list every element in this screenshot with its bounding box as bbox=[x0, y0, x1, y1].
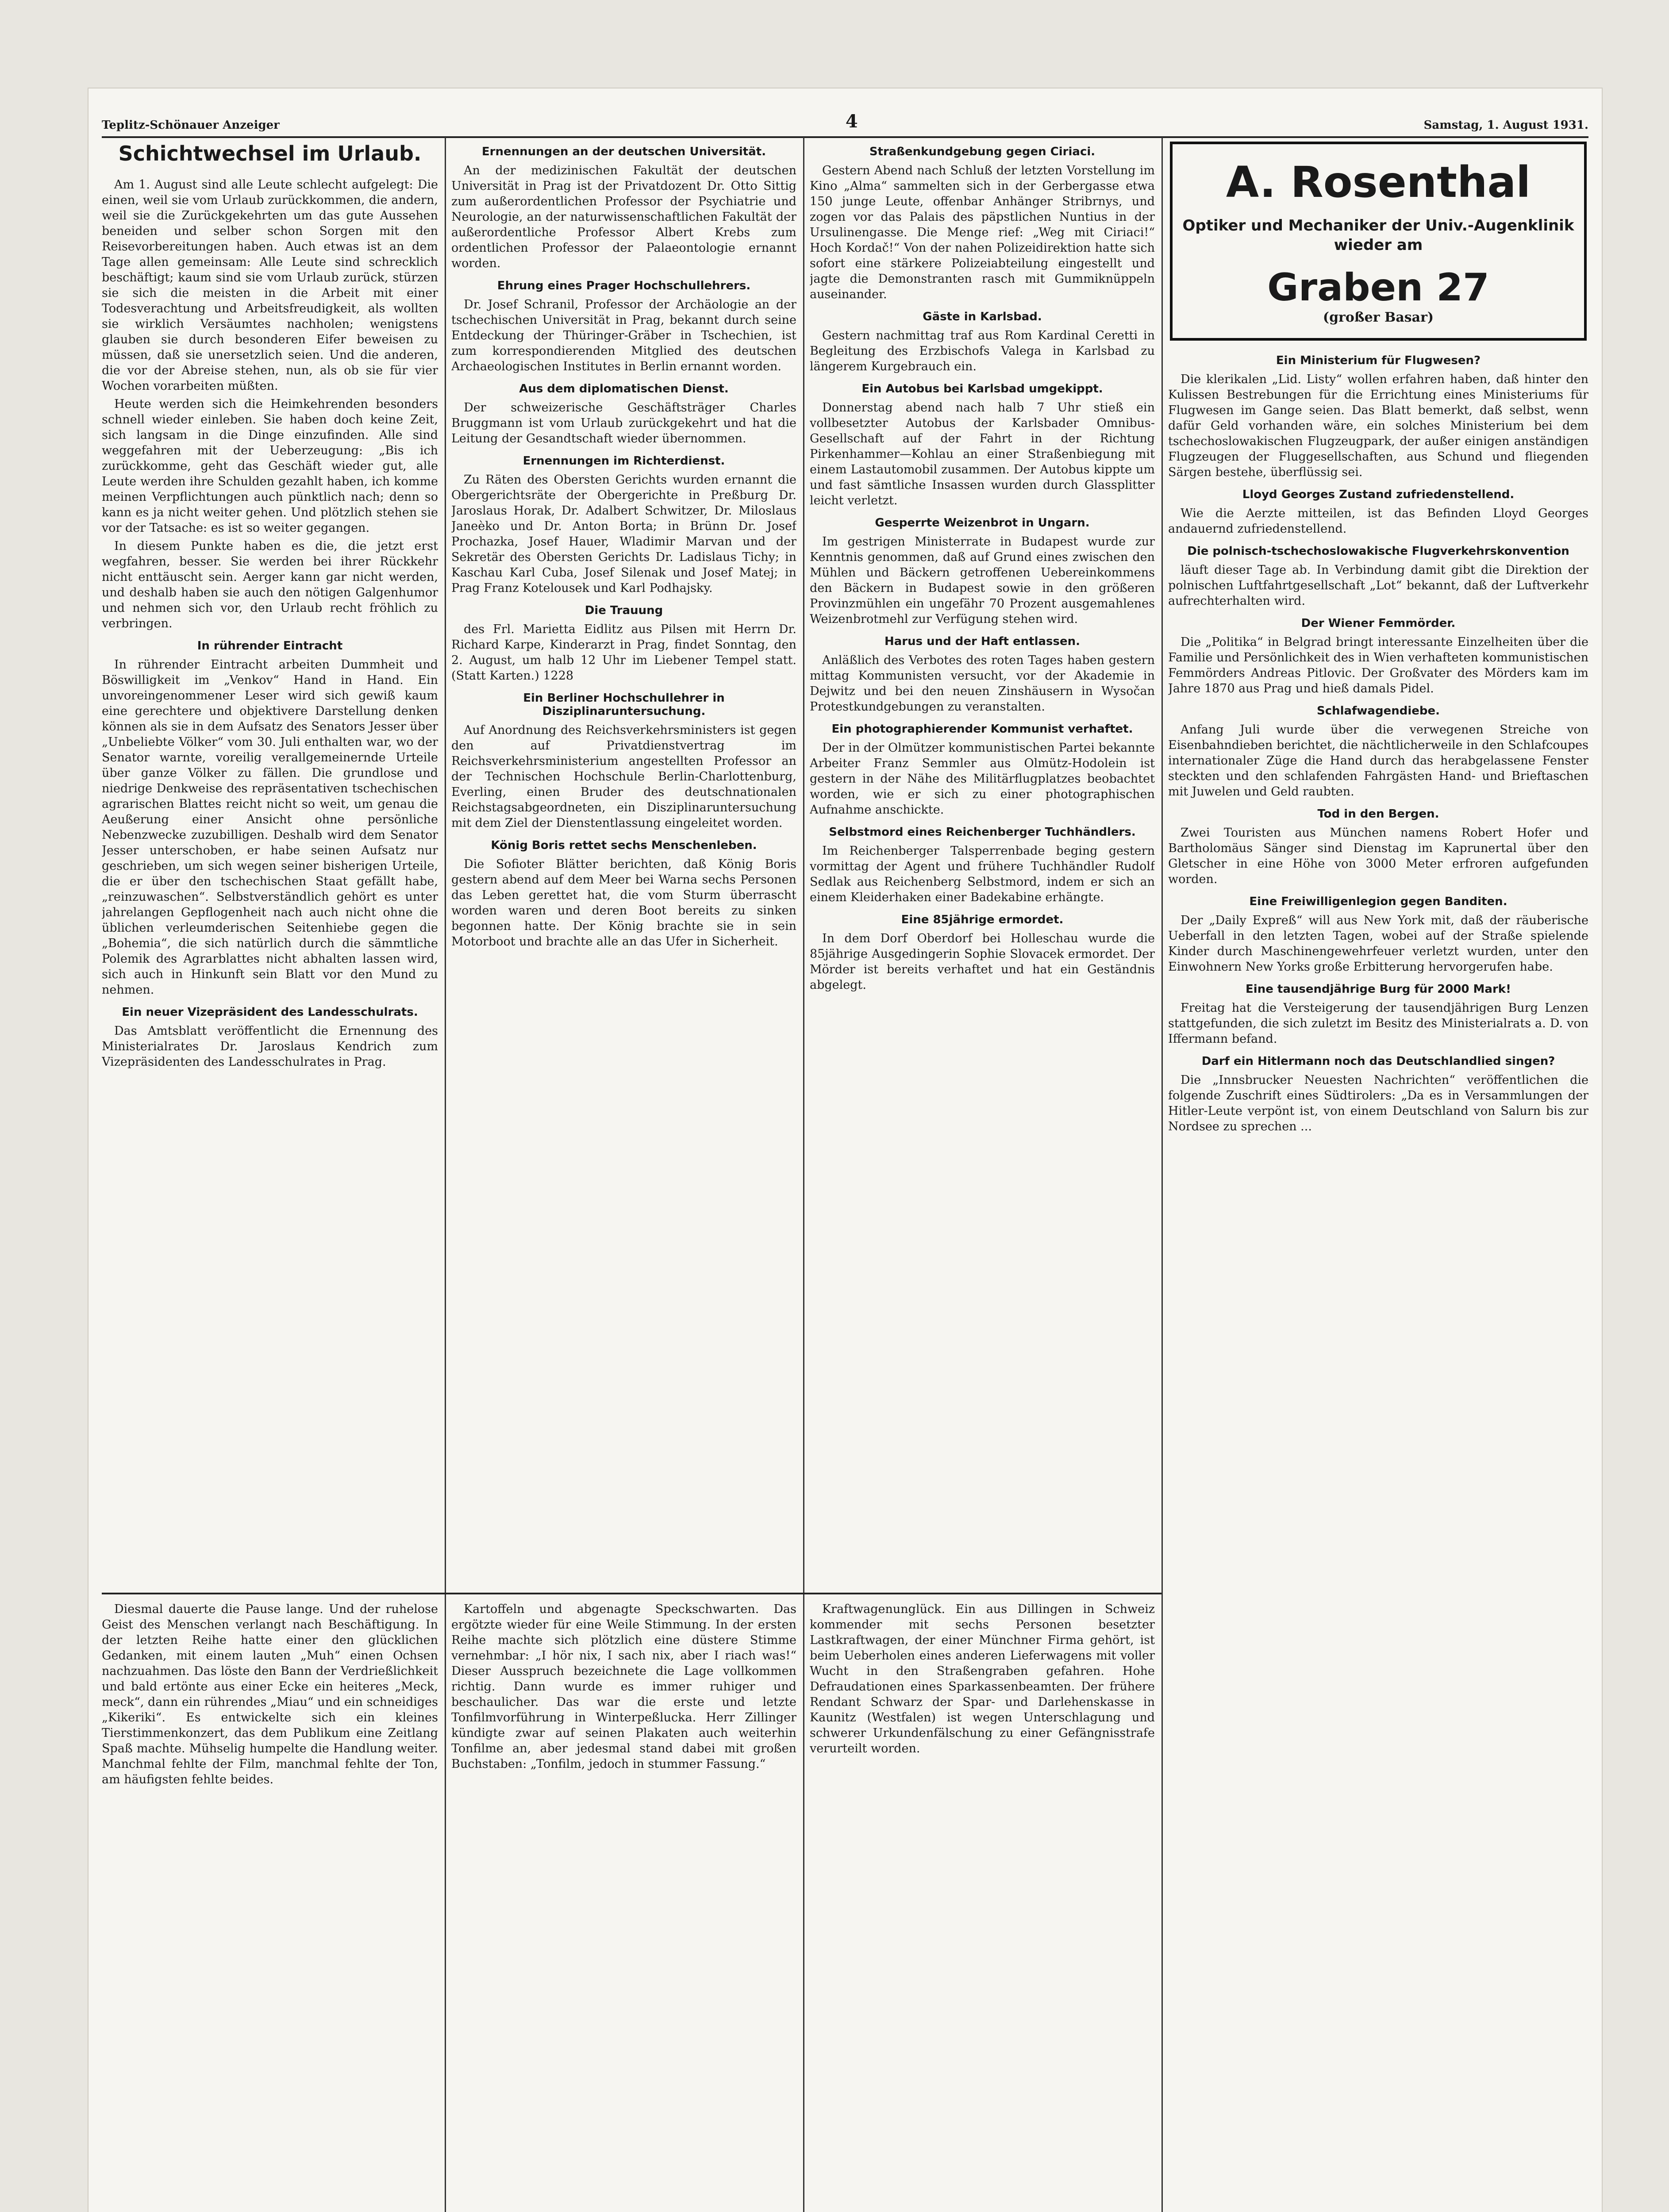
article-title: Schichtwechsel im Urlaub. bbox=[118, 142, 422, 165]
article-paragraph: In diesem Punkte haben es die, die jetzt erst wegfahren, besser. Sie werden bei ihrer Rückkehr nicht enttäuscht sein. Aerger kann gar nicht werden, und deshalb haben sie auch den nötigen Galgenhumor und nehmen sich vor, den Urlaub recht fröhlich zu verbringen. bbox=[102, 539, 438, 630]
news-item-head: Gesperrte Weizenbrot in Ungarn. bbox=[875, 516, 1090, 530]
feuilleton-col-3 bbox=[810, 1601, 1155, 2212]
news-item-head: Aus dem diplomatischen Dienst. bbox=[519, 382, 729, 396]
news-item-text: Donnerstag abend nach halb 7 Uhr stieß ein vollbesetzter Autobus der Karlsbader Omnibus-Gesellschaft auf der Fahrt in der Richtung Pirkenhammer—Kohlau an einer Straßenbiegung mit einem Lastautomobil zusammen. Der Autobus kippte um und fast sämtliche Insassen wurden durch Glassplitter leicht verletzt. bbox=[810, 401, 1155, 507]
ad-subtitle: Optiker und Mechaniker der Univ.-Augenklinik wieder am bbox=[1182, 217, 1574, 254]
news-item-text: Freitag hat die Versteigerung der tausendjährigen Burg Lenzen stattgefunden, die sich zuletzt im Besitz des Ministerialrats a. D. von Iffermann befand. bbox=[1168, 1001, 1588, 1046]
news-item-text: Die Sofioter Blätter berichten, daß König Boris gestern abend auf dem Meer bei Warna sechs Personen das Leben gerettet hat, die vom Sturm überrascht worden waren und deren Boot bereits zu sinken begonnen hatte. Der König brachte sie in sein Motorboot und brachte alle an das Ufer in Sicherheit. bbox=[451, 857, 796, 949]
news-item-text: Anläßlich des Verbotes des roten Tages haben gestern mittag Kommunisten versucht, vor der Akademie in Dejwitz und bei den neuen Zinshäusern in Wysočan Protestkundgebungen zu veranstalten. bbox=[810, 653, 1155, 714]
news-item-head: Lloyd Georges Zustand zufriedenstellend. bbox=[1242, 488, 1515, 501]
page-header bbox=[102, 101, 1588, 138]
news-item-head: Ein Autobus bei Karlsbad umgekippt. bbox=[861, 382, 1103, 396]
news-item-head: Die polnisch-tschechoslowakische Flugverkehrskonvention bbox=[1187, 545, 1569, 558]
page-number: 4 bbox=[845, 111, 858, 132]
news-item-head: Der Wiener Femmörder. bbox=[1301, 617, 1456, 630]
news-item-text: Die „Politika“ in Belgrad bringt interessante Einzelheiten über die Familie und Persönlichkeit des in Wien verhafteten kommunistischen Femmörders Andreas Pitlovic. Der Großvater des Mörders kam im Jahre 1870 aus Prag und hieß damals Pidel. bbox=[1168, 635, 1588, 695]
news-item-head: Schlafwagendiebe. bbox=[1316, 704, 1440, 718]
news-item-head: Straßenkundgebung gegen Ciriaci. bbox=[869, 145, 1096, 158]
news-item-text: Zwei Touristen aus München namens Robert Hofer und Bartholomäus Sänger sind Dienstag im Kaprunertal über den Gletscher in eine Höhe von 3000 Meter erfroren aufgefunden worden. bbox=[1168, 826, 1588, 886]
column-4 bbox=[1168, 137, 1588, 2212]
ad-address: Graben 27 bbox=[1267, 265, 1489, 310]
news-item-text: Der in der Olmützer kommunistischen Partei bekannte Arbeiter Franz Semmler aus Olmütz-Hodolein ist gestern in der Nähe des Militärflugplatzes beobachtet worden, wie er sich zu einer photographischen Aufnahme anschickte. bbox=[810, 741, 1155, 817]
news-item-text: In dem Dorf Oberdorf bei Holleschau wurde die 85jährige Ausgedingerin Sophie Slovacek ermordet. Der Mörder ist bereits verhaftet und hat ein Geständnis abgelegt. bbox=[810, 932, 1155, 992]
news-item-text: Dr. Josef Schranil, Professor der Archäologie an der tschechischen Universität in Prag, bekannt durch seine Entdeckung der Thüringer-Gräber in Tschechien, ist zum korrespondierenden Mitglied des deutschen Archaeologischen Institutes in Berlin ernannt worden. bbox=[451, 298, 796, 373]
feuilleton-text: Diesmal dauerte die Pause lange. Und der ruhelose Geist des Menschen verlangt nach Beschäftigung. In der letzten Reihe hatte einer den glücklichen Gedanken, mit einem lauten „Muh“ einen Ochsen nachzuahmen. Das löste den Bann der Verdrießlichkeit und bald ertönte aus einer Ecke ein heiteres „Meck, meck“, dann ein rührendes „Miau“ und ein schneidiges „Kikeriki“. Es entwickelte sich ein kleines Tierstimmenkonzert, das dem Publikum eine Zeitlang Spaß machte. Mühselig humpelte die Handlung weiter. Manchmal fehlte der Film, manchmal fehlte der Ton, am häufigsten fehlte beides. bbox=[102, 1602, 438, 1786]
news-item-text: Anfang Juli wurde über die verwegenen Streiche von Eisenbahndieben berichtet, die nächtlicherweile in den Schlafcoupes internationaler Züge die Hand durch das herabgelassene Fenster steckten und den schlafenden Fahrgästen Hand- und Brieftaschen mit Juwelen und Geld raubten. bbox=[1168, 723, 1588, 799]
news-item-head: Ein photographierender Kommunist verhaftet. bbox=[831, 722, 1133, 736]
section-rule bbox=[102, 1593, 1161, 1594]
news-item-head: Ernennungen an der deutschen Universität. bbox=[481, 145, 766, 158]
news-item-head: Gäste in Karlsbad. bbox=[923, 310, 1042, 323]
header-date: Samstag, 1. August 1931. bbox=[1423, 119, 1588, 132]
feuilleton-col-2 bbox=[451, 1601, 796, 2212]
column-1 bbox=[102, 137, 438, 1584]
news-item-head: Ehrung eines Prager Hochschullehrers. bbox=[497, 279, 751, 292]
news-item-text: Der schweizerische Geschäftsträger Charles Bruggmann ist vom Urlaub zurückgekehrt und hat die Leitung der Gesandtschaft wieder übernommen. bbox=[451, 401, 796, 445]
news-item-head: Eine tausendjährige Burg für 2000 Mark! bbox=[1246, 983, 1511, 996]
news-item-head: Die Trauung bbox=[585, 604, 663, 617]
column-rule bbox=[803, 137, 804, 2212]
article-paragraph: In rührender Eintracht arbeiten Dummheit und Böswilligkeit im „Venkov“ Hand in Hand. Ein unvoreingenommener Leser wird sich gewiß kaum eine gerechtere und objektivere Darstellung denken können als sie in dem Aufsatz des Senators Jesser über „Unbeliebte Völker“ vom 30. Juli enthalten war, wo der Senator warnte, voreilig verallgemeinernde Urteile über ganze Völker zu fällen. Die grundlose und niedrige Denkweise des repräsentativen tschechischen agrarischen Blattes reicht nicht so weit, um genau die Aeußerung einer Ansicht ohne persönliche Nebenzwecke zuzubilligen. Deshalb wird dem Senator Jesser unterschoben, er habe seinen Aufsatz nur geschrieben, um sich wegen seiner bisherigen Urteile, die er über den tschechischen Staat gefällt habe, „reinzuwaschen“. Selbstverständlich gehört es unter jahrelangen Gepflogenheit nach auch nicht ohne die üblichen verleumderischen Seitenhiebe gegen die „Bohemia“, die sich natürlich durch die sämmtliche Polemik des Agrarblattes nicht abhalten lassen wird, sich auch in Hinkunft sein Blatt vor den Mund zu nehmen. bbox=[102, 658, 438, 997]
news-item-text: Gestern Abend nach Schluß der letzten Vorstellung im Kino „Alma“ sammelten sich in der Gerbergasse etwa 150 junge Leute, offenbar Anhänger Stribrnys, und zogen vor das Palais des päpstlichen Nuntius in der Ursulinengasse. Die Menge rief: „Weg mit Ciriaci!“ Hoch Kordač!“ Von der nahen Polizeidirektion hatte sich sofort eine stärkere Polizeiabteilung eingestellt und jagte die Demonstranten rasch mit Gummiknüppeln auseinander. bbox=[810, 164, 1155, 301]
section-heading: In rührender Eintracht bbox=[197, 639, 343, 653]
news-item-head: Selbstmord eines Reichenberger Tuchhändlers. bbox=[829, 826, 1136, 839]
article-paragraph: Am 1. August sind alle Leute schlecht aufgelegt: Die einen, weil sie vom Urlaub zurückkommen, die andern, weil sie die Zurückgekehrten um das gute Aussehen beneiden und selber schon Sorgen mit den Reisevorbereitungen haben. Auch etwas ist an dem Tage allen gemeinsam: Alle Leute sind schrecklich beschäftigt; kaum sind sie vom Urlaub zurück, stürzen sie sich die meisten in die Arbeit mit einer Todesverachtung und Arbeitsfreudigkeit, als wollten sie wirklich Versäumtes nachholen; wenigstens glauben sie durch besonderen Eifer beweisen zu müssen, daß sie unersetzlich seien. Und die anderen, die vor der Abreise stehen, nun, als ob sie für vier Wochen vorarbeiten müßten. bbox=[102, 178, 438, 393]
news-item-text: Auf Anordnung des Reichsverkehrsministers ist gegen den auf Privatdienstvertrag im Reichsverkehrsministerium angestellten Professor an der Technischen Hochschule Berlin-Charlottenburg, Everling, einen Bruder des deutschnationalen Reichstagsabgeordneten, ein Disziplinaruntersuchung mit dem Ziel der Dienstentlassung eingeleitet worden. bbox=[451, 723, 796, 830]
news-item-text: Gestern nachmittag traf aus Rom Kardinal Ceretti in Begleitung des Erzbischofs Valega in Karlsbad zu längerem Kurgebrauch ein. bbox=[810, 329, 1155, 373]
section-heading: Ein neuer Vizepräsident des Landesschulrats. bbox=[122, 1006, 418, 1019]
news-item-text: Im Reichenberger Talsperrenbade beging gestern vormittag der Agent und frühere Tuchhändler Rudolf Sedlak aus Reichenberg Selbstmord, indem er sich an einem Kleiderhaken einer Badekabine erhängte. bbox=[810, 844, 1155, 904]
ad-company-name: A. Rosenthal bbox=[1226, 157, 1531, 207]
feuilleton-col-1 bbox=[102, 1601, 438, 2212]
news-item-text: Wie die Aerzte mitteilen, ist das Befinden Lloyd Georges andauernd zufriedenstellend. bbox=[1168, 507, 1588, 536]
news-item-head: Eine 85jährige ermordet. bbox=[901, 913, 1064, 926]
article-paragraph: Das Amtsblatt veröffentlicht die Ernennung des Ministerialrates Dr. Jaroslaus Kendrich zum Vizepräsidenten des Landesschulrates in Prag. bbox=[102, 1024, 438, 1069]
news-item-text: Der „Daily Expreß“ will aus New York mit, daß der räuberische Ueberfall in den letzten Tagen, wobei auf der Straße spielende Kinder durch Maschinengewehrfeuer verletzt wurden, unter den Einwohnern New Yorks große Erbitterung hervorgerufen habe. bbox=[1168, 914, 1588, 974]
news-item-head: Ernennungen im Richterdienst. bbox=[523, 454, 725, 468]
article-paragraph: Heute werden sich die Heimkehrenden besonders schnell wieder einleben. Sie haben doch keine Zeit, sich langsam in die Dinge einzufinden. Alle sind weggefahren mit der Ueberzeugung: „Bis ich zurückkomme, geht das Geschäft wieder gut, alle Leute werden ihre Schulden gezahlt haben, ich komme meinen Verpflichtungen auch pünktlich nach; denn so kann es ja nicht weiter gehen. Und plötzlich stehen sie vor der Tatsache: es ist so weiter gegangen. bbox=[102, 397, 438, 535]
news-item-head: Ein Ministerium für Flugwesen? bbox=[1276, 354, 1481, 367]
news-item-text: Die klerikalen „Lid. Listy“ wollen erfahren haben, daß hinter den Kulissen Bestrebungen für die Errichtung eines Ministeriums für Flugwesen im Gange seien. Das Blatt bemerkt, daß selbst, wenn dafür Geld vorhanden wäre, ein solches Ministerium bei dem tschechoslowakischen Flugzeugpark, der außer einigen anständigen Flugzeugen der Fluggesellschaften, aus Schund und fliegenden Särgen bestehe, überflüssig sei. bbox=[1168, 373, 1588, 479]
news-item-text: des Frl. Marietta Eidlitz aus Pilsen mit Herrn Dr. Richard Karpe, Kinderarzt in Prag, findet Sonntag, den 2. August, um halb 12 Uhr im Liebener Tempel statt. (Statt Karten.) 1228 bbox=[451, 622, 796, 683]
column-rule bbox=[1161, 137, 1163, 2212]
column-rule bbox=[445, 137, 446, 2212]
column-2 bbox=[451, 137, 796, 1584]
feuilleton-text: Kartoffeln und abgenagte Speckschwarten. Das ergötzte wieder für eine Weile Stimmung. In der ersten Reihe machte sich plötzlich eine düstere Stimme vernehmbar: „I hör nix, I sach nix, aber I riach was!“ Dieser Ausspruch bezeichnete die Lage vollkommen richtig. Dann wurde es immer ruhiger und beschaulicher. Das war die erste und letzte Tonfilmvorführung in Winterpeßlucka. Herr Zillinger kündigte zwar auf seinen Plakaten auch weiterhin Tonfilme an, aber jedesmal stand dabei mit großen Buchstaben: „Tonfilm, jedoch in stummer Fassung.“ bbox=[451, 1602, 796, 1771]
news-item-text: Im gestrigen Ministerrate in Budapest wurde zur Kenntnis genommen, daß auf Grund eines zwischen den Mühlen und Bäckern getroffenen Uebereinkommens den Bäckern in Budapest sowie in den größeren Provinzmühlen ein ungefähr 70 Prozent ausgemahlenes Weizenbrotmehl zur Verfügung stehen wird. bbox=[810, 535, 1155, 626]
news-item-head: Tod in den Bergen. bbox=[1317, 807, 1439, 821]
advertisement bbox=[1170, 142, 1587, 341]
news-item-text: läuft dieser Tage ab. In Verbindung damit gibt die Direktion der polnischen Luftfahrtgesellschaft „Lot“ bekannt, daß der Luftverkehr aufrechterhalten wird. bbox=[1168, 563, 1588, 608]
news-item-head: Darf ein Hitlermann noch das Deutschlandlied singen? bbox=[1201, 1055, 1555, 1068]
news-item-head: Ein Berliner Hochschullehrer in Disziplinaruntersuchung. bbox=[523, 691, 725, 718]
feuilleton-text: Kraftwagenunglück. Ein aus Dillingen in Schweiz kommender mit sechs Personen besetzter Lastkraftwagen, der einer Münchner Firma gehört, ist beim Ueberholen eines anderen Lieferwagens mit voller Wucht in den Straßengraben gefahren. Hohe Defraudationen eines Sparkassenbeamten. Der frühere Rendant Schwarz der Spar- und Darlehenskasse in Kaunitz (Westfalen) ist wegen Unterschlagung und schwerer Urkundenfälschung zu einer Gefängnisstrafe verurteilt worden. bbox=[810, 1602, 1155, 1755]
news-item-head: Harus und der Haft entlassen. bbox=[884, 635, 1081, 648]
column-3 bbox=[810, 137, 1155, 1584]
news-item-text: Zu Räten des Obersten Gerichts wurden ernannt die Obergerichtsräte der Obergerichte in Preßburg Dr. Jaroslaus Horak, Dr. Adalbert Schwitzer, Dr. Miloslaus Janeèko und Dr. Anton Borta; in Brünn Dr. Josef Prochazka, Josef Hauer, Wladimir Marvan und der Sekretär des Obersten Gerichts Dr. Ladislaus Tichy; in Kaschau Karl Cuba, Josef Silenak und Josef Matej; in Prag Franz Kotelousek und Karl Podhajsky. bbox=[451, 473, 796, 595]
news-item-head: König Boris rettet sechs Menschenleben. bbox=[491, 839, 757, 852]
news-item-text: Die „Innsbrucker Neuesten Nachrichten“ veröffentlichen die folgende Zuschrift eines Südtirolers: „Da es in Versammlungen der Hitler-Leute verpönt ist, von einem Deutschland von Salurn bis zur Nordsee zu sprechen ... bbox=[1168, 1073, 1588, 1133]
newspaper-page bbox=[88, 88, 1602, 2212]
header-masthead: Teplitz-Schönauer Anzeiger bbox=[102, 119, 280, 132]
news-item-text: An der medizinischen Fakultät der deutschen Universität in Prag ist der Privatdozent Dr. Otto Sittig zum außerordentlichen Professor der Psychiatrie und Neurologie, an der naturwissenschaftlichen Fakultät der außerordentliche Professor Albert Krebs zum ordentlichen Professor der Palaeontologie ernannt worden. bbox=[451, 164, 796, 270]
ad-note: (großer Basar) bbox=[1323, 310, 1434, 325]
news-item-head: Eine Freiwilligenlegion gegen Banditen. bbox=[1249, 895, 1507, 908]
